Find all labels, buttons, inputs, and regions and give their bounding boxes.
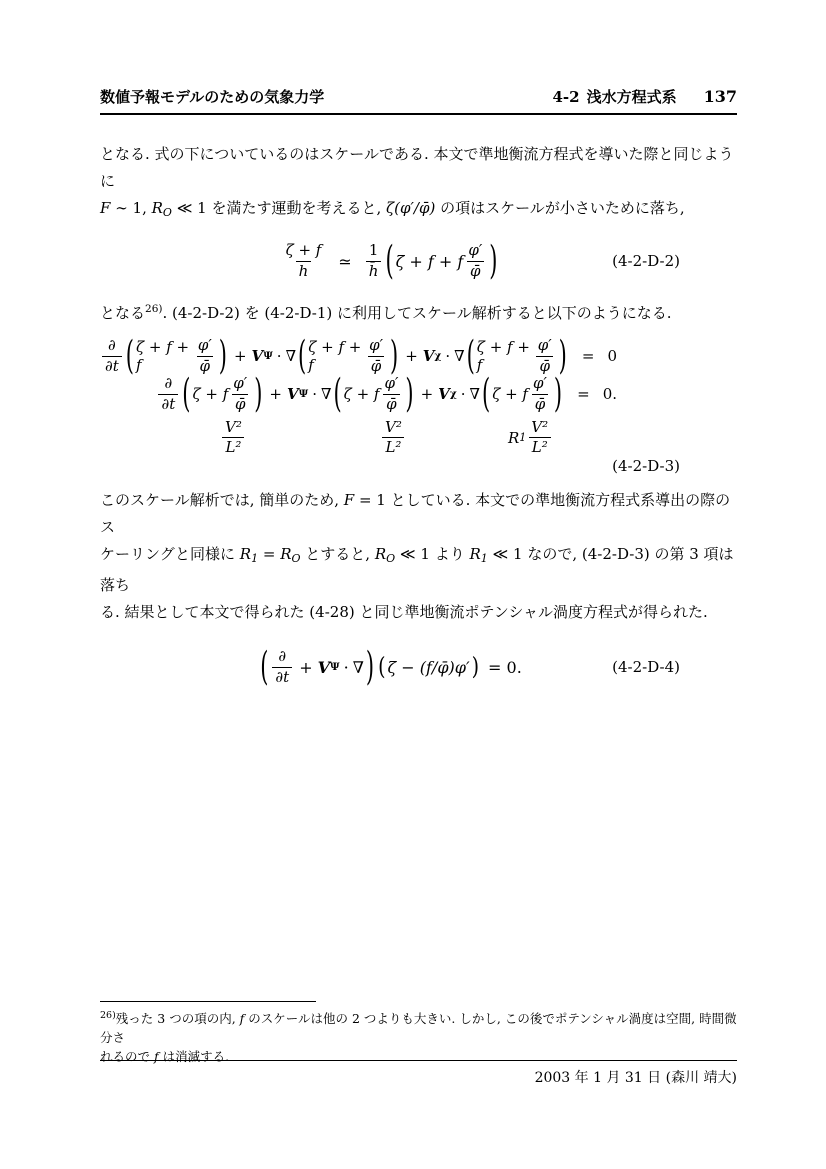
running-title: 数値予報モデルのための気象力学 [100,88,325,106]
frac-den: L² [222,437,244,456]
nabla-operator: ∇ [352,657,364,677]
frac-den: ∂t [102,356,122,375]
math-V: V [286,385,299,403]
math-R: R [151,199,163,217]
frac-num: ∂ [164,374,173,393]
frac-den: ∂t [158,394,178,413]
math-R-sub: O [291,552,301,565]
footnote-marker: 26) [100,1010,116,1021]
page-footer [100,1060,737,1087]
math-group: ζ + f + f [476,338,530,374]
right-paren: ) [553,370,563,416]
right-paren: ) [218,332,227,378]
page-header [100,0,737,107]
text-run: このスケール解析では, 簡単のため, [100,491,344,509]
header-rule [100,113,737,115]
footnote-marker: 26) [145,303,163,315]
paragraph-1 [100,141,737,226]
fraction [222,419,245,457]
math-f: f [239,1011,245,1026]
frac-den: φ̄ [532,394,549,413]
frac-den: ∂t [272,667,292,686]
math-R-sub: 1 [519,431,527,445]
time-derivative-term [156,370,264,416]
fraction [528,419,551,457]
equation-label: (4-2-D-4) [612,658,680,676]
left-paren: ( [385,237,394,283]
math-F: F [100,199,111,217]
left-paren: ( [260,643,269,689]
text-run: 残った 3 つの項の内, [115,1011,240,1026]
equation-row-1 [100,332,617,378]
section-title: 浅水方程式系 [586,88,677,106]
fraction [535,337,555,375]
math-R-sub: 1 [251,552,259,565]
fraction [381,375,401,413]
chi-subscript: χ [434,350,442,362]
text-run: = [258,545,281,563]
frac-den: φ̄ [197,356,214,375]
math-group: ζ + f + f [136,338,190,374]
left-paren: ( [378,652,386,681]
left-paren: ( [298,332,307,378]
section-number: 4-2 [552,88,580,106]
plus-operator: + [420,385,434,403]
frac-den: L² [382,437,404,456]
math-R: R [374,545,387,563]
plus-operator: + [269,385,282,403]
scale-term-3 [508,419,553,457]
fraction [530,375,550,413]
frac-den: φ̄ [536,356,553,375]
fraction [195,337,215,375]
nabla-operator: ∇ [454,347,465,365]
frac-den: φ̄ [383,394,400,413]
scale-term-1 [220,419,247,457]
rhs-zero: 0 [607,347,617,365]
footnote-rule [100,1001,316,1002]
text-run: る. 結果として本文で得られた (4-28) と同じ準地衡流ポテンシャル渦度方程式が得られた. [100,603,708,621]
frac-num: φ′ [468,241,483,260]
fraction [102,337,122,375]
text-run: となる [100,304,146,322]
math-f: f [153,1049,159,1064]
nabla-operator: ∇ [469,385,480,403]
psi-advection-term [286,370,416,416]
frac-num: φ′ [233,374,248,393]
frac-num: ∂ [108,336,116,355]
equation-label: (4-2-D-2) [612,252,680,270]
section-header [552,86,737,107]
frac-num: 1 [368,241,379,260]
text-run: = 1 としている. 本文での準地衡流方程式系導出の際のス [100,491,731,536]
right-paren: ) [365,643,375,689]
text-run: のスケールは他の 2 つよりも大きい. しかし, この後でポテンシャル渦度は空間, 時間微分さ [100,1011,737,1045]
equals-sign: = [577,385,590,403]
right-paren: ) [390,332,399,378]
equation-body [100,643,680,689]
math-group: ζ + f + f [308,338,362,374]
text-run: ≪ 1 なので, (4-2-D-3) の第 3 項は落ち [100,545,734,594]
dot-operator: · [445,347,451,365]
chi-advection-term [422,332,569,378]
chi-advection-term [438,370,564,416]
math-zeta-term: ζ(φ′/φ̄) [386,199,436,217]
text-run: は消滅する. [158,1049,230,1064]
math-group: ζ + f [192,385,229,403]
frac-num: φ′ [384,374,399,393]
frac-den: h [296,261,312,280]
rhs-zero: 0. [602,385,617,403]
page-number: 137 [703,87,737,106]
frac-num: φ′ [369,336,383,355]
left-paren: ( [333,370,342,416]
math-V: V [422,347,435,365]
math-group: ζ + f + f [395,251,464,271]
left-paren: ( [466,332,475,378]
frac-num: V² [531,418,549,436]
text-run: ≪ 1 を満たす運動を考えると, [171,199,387,217]
text-run: れるので [100,1049,154,1064]
chi-subscript: χ [449,388,457,400]
rhs-zero: = 0. [488,657,522,677]
equation-4-2-D-4 [100,640,737,694]
math-V: V [317,657,331,677]
math-R-sub: O [162,206,172,219]
psi-subscript: Ψ [330,661,340,673]
math-group: ζ + f [492,385,528,403]
math-group: ζ + f [343,385,380,403]
nabla-operator: ∇ [285,347,297,365]
frac-den: h̄ [366,261,382,280]
frac-num: φ′ [532,374,547,393]
math-R: R [280,545,292,563]
relation-symbol: ≃ [338,251,352,271]
paragraph-1-line-1: となる. 式の下についているのはスケールである. 本文で準地衡流方程式を導いた際と同じように [100,145,734,190]
frac-den: φ̄ [467,261,484,280]
fraction [272,648,292,686]
math-V: V [438,385,450,403]
time-derivative-term [100,332,229,378]
math-R-sub: O [386,552,396,565]
right-paren: ) [405,370,414,416]
frac-den: φ̄ [368,356,385,375]
equation-label: (4-2-D-3) [612,457,680,475]
frac-den: φ̄ [232,394,249,413]
text-run: ケーリングと同様に [100,545,240,563]
fraction [366,242,382,280]
right-paren: ) [489,237,498,283]
text-run: ≪ 1 より [395,545,470,563]
fraction [230,375,250,413]
frac-den: L² [529,437,551,456]
fraction [158,375,178,413]
page-content [100,0,737,694]
math-V: V [251,347,264,365]
plus-operator: + [233,347,247,365]
left-paren: ( [182,370,191,416]
text-run: とすると, [300,545,375,563]
right-paren: ) [558,332,567,378]
left-paren: ( [125,332,134,378]
text-run: . (4-2-D-2) を (4-2-D-1) に利用してスケール解析すると以下のようになる. [162,304,672,322]
right-paren: ) [471,652,480,681]
math-R: R [239,545,252,563]
fraction [465,242,485,280]
frac-num: V² [225,418,242,436]
equation-body [100,237,680,283]
left-paren: ( [481,370,491,416]
text-run: の項はスケールが小さいために落ち, [435,199,685,217]
footnote [100,1001,737,1066]
math-group: ζ − (f/φ̄)φ′ [387,657,470,677]
dot-operator: · [276,347,282,365]
dot-operator: · [343,657,349,677]
dot-operator: · [312,385,317,403]
frac-num: φ′ [197,336,212,355]
equation-4-2-D-3 [100,332,737,475]
frac-num: V² [385,418,402,436]
frac-num: φ′ [537,336,552,355]
frac-num: ∂ [278,647,287,666]
paragraph-2 [100,296,737,327]
math-R: R [469,545,481,563]
paragraph-3 [100,487,737,626]
equation-row-2 [156,370,617,416]
footnote-text [100,1006,737,1066]
footer-date: 2003 年 1 月 31 日 (森川 靖大) [534,1070,737,1086]
equation-rows [100,332,737,416]
math-R: R [508,428,520,447]
frac-num: ζ + f [285,241,322,260]
psi-subscript: Ψ [263,350,273,362]
nabla-operator: ∇ [320,385,332,403]
psi-subscript: Ψ [298,388,309,400]
scale-term-2 [380,419,407,457]
math-R-sub: 1 [480,552,488,565]
math-F: F [343,491,355,509]
equation-4-2-D-2 [100,234,737,288]
dot-operator: · [460,385,466,403]
fraction [283,242,325,280]
equals-sign: = [581,347,595,365]
plus-operator: + [405,347,418,365]
right-paren: ) [254,370,263,416]
text-run: ∼ 1, [110,199,152,217]
fraction [382,419,405,457]
fraction [366,337,386,375]
plus-operator: + [299,657,313,677]
psi-advection-term [251,332,401,378]
footer-rule [100,1060,737,1061]
